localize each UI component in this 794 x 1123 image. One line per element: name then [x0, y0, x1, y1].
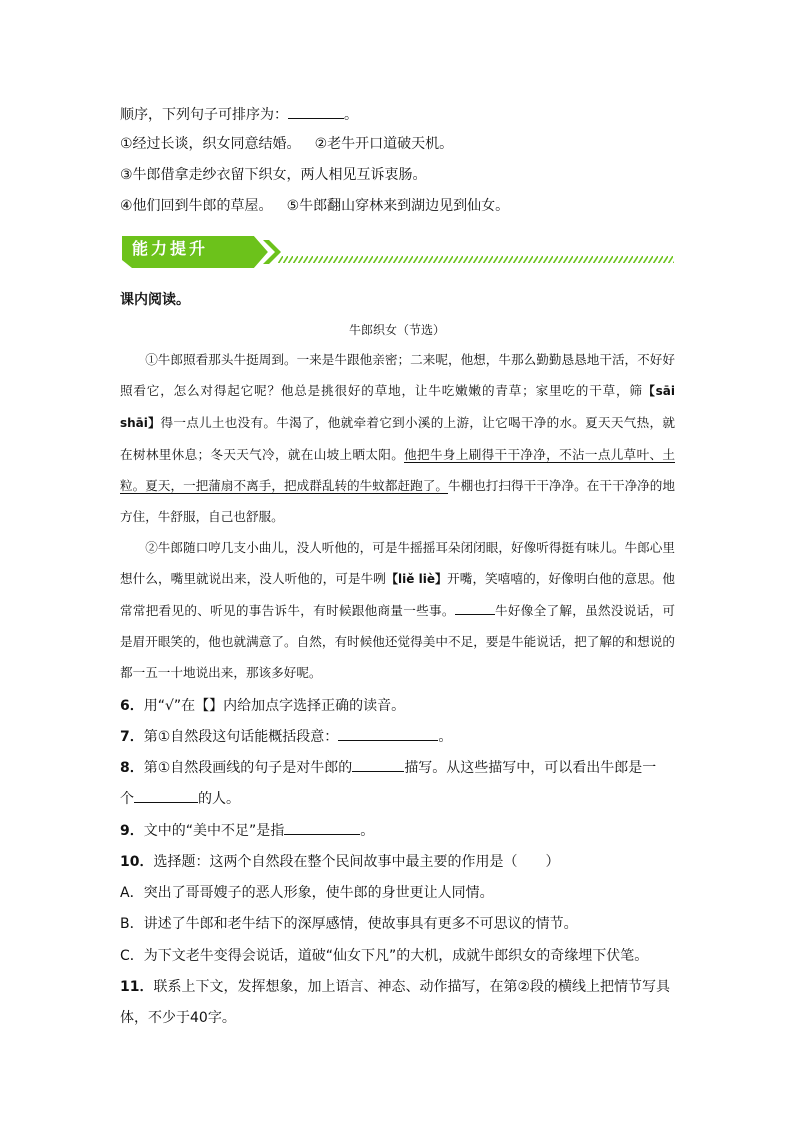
- banner-hatch-line: [278, 256, 674, 263]
- banner-label: 能力提升: [132, 239, 209, 258]
- writing-blank[interactable]: [455, 600, 495, 615]
- question-9: [120, 816, 680, 847]
- paragraph-2-text: ②牛郎随口哼几支小曲儿，没人听他的，可是牛摇摇耳朵闭闭眼，好像听得挺有味儿。牛郎心里想什么，嘴里就说出来，没人听他的，可是牛咧: [120, 540, 675, 586]
- question-9-number: 9．: [120, 823, 144, 839]
- paragraph-2-text-3: 牛好像全了解，虽然没说话，可是眉开眼笑的，他也就满意了。自然，有时候他还觉得美中不足，要是牛能说话，把了解的和想说的都一五一十地说出来，那该多好呢。: [120, 603, 675, 680]
- question-8-text-3: 个: [120, 791, 134, 807]
- pinyin-choice-1[interactable]: 【sāi shāi】: [120, 384, 676, 430]
- intro-item-4: ④他们回到牛郎的草屋。: [120, 198, 273, 214]
- question-10-number: 10．: [120, 854, 154, 870]
- question-7-number: 7．: [120, 729, 144, 745]
- answer-blank[interactable]: [134, 788, 198, 803]
- pinyin-choice-2[interactable]: 【liě liè】: [385, 572, 448, 586]
- intro-text: 顺序，下列句子可排序为：: [120, 107, 288, 123]
- question-6-number: 6．: [120, 698, 144, 714]
- intro-item-3: ③牛郎借拿走纱衣留下织女，两人相见互诉衷肠。: [120, 167, 427, 183]
- intro-period: 。: [344, 107, 358, 123]
- paragraph-1-text-2: 得一点儿土也没有。牛渴了，他就牵着它到小溪的上游，让它喝干净的水。夏天天气热，就在树林里休息；冬天天气冷，就在山坡上晒太阳。: [120, 415, 675, 462]
- intro-line-2: [120, 134, 453, 154]
- paragraph-2-text-2: 开嘴，笑嘻嘻的，好像明白他的意思。他常常把看见的、听见的事告诉牛，有时候跟他商量一些事。: [120, 571, 675, 618]
- question-7-text: 第①自然段这句话能概括段意：: [143, 729, 339, 745]
- intro-line-3: [120, 165, 427, 185]
- question-10-text: 选择题：这两个自然段在整个民间故事中最主要的作用是（ ）: [153, 854, 560, 870]
- question-8-text-2: 描写。从这些描写中，可以看出牛郎是一: [404, 760, 657, 776]
- question-7: [120, 722, 680, 753]
- answer-blank[interactable]: [352, 757, 404, 772]
- passage-paragraph-2: [120, 532, 675, 688]
- question-10: [120, 847, 680, 878]
- question-9-end: 。: [360, 823, 375, 839]
- question-8: [120, 753, 680, 784]
- answer-blank[interactable]: [284, 820, 360, 835]
- question-8-number: 8．: [120, 760, 144, 776]
- question-7-end: 。: [438, 729, 453, 745]
- intro-item-2: ②老牛开口道破天机。: [314, 136, 454, 152]
- question-8-text: 第①自然段画线的句子是对牛郎的: [143, 760, 353, 776]
- passage-paragraph-1: [120, 344, 675, 532]
- question-6-text: 用“√”在【】内给加点字选择正确的读音。: [143, 698, 406, 714]
- paragraph-1-text-3: 牛棚也打扫得干干净净。在干干净净的地方住，牛舒服，自己也舒服。: [120, 478, 676, 524]
- intro-line-4: [120, 196, 509, 216]
- answer-blank[interactable]: [288, 104, 344, 119]
- question-11-text: 联系上下文，发挥想象，加上语言、神态、动作描写，在第②段的横线上把情节写具: [153, 979, 671, 995]
- paragraph-1-text: ①牛郎照看那头牛挺周到。一来是牛跟他亲密；二来呢，他想，牛那么勤勤恳恳地干活，不好好照看它，怎么对得起它呢？他总是挑很好的草地，让牛吃嫩嫩的青草；家里吃的干草，筛: [120, 352, 675, 398]
- question-11: [120, 972, 680, 1003]
- section-label: 课内阅读。: [120, 292, 190, 308]
- question-8-text-4: 的人。: [198, 791, 240, 807]
- underlined-sentence: 他把牛身上刷得干干净净，不沾一点儿草叶、土粒。夏天，一把蒲扇不离手，把成群乱转的牛蚊都赶跑了。: [120, 447, 676, 493]
- intro-item-1: ①经过长谈，织女同意结婚。: [120, 136, 301, 152]
- question-11-number: 11．: [120, 979, 154, 995]
- question-9-text: 文中的“美中不足”是指: [143, 823, 285, 839]
- question-11-continued: 体，不少于40字。: [120, 1010, 236, 1026]
- question-6: [120, 691, 680, 722]
- intro-item-5: ⑤牛郎翻山穿林来到湖边见到仙女。: [286, 198, 510, 214]
- answer-blank[interactable]: [338, 726, 438, 741]
- passage-title: 牛郎织女（节选）: [348, 323, 445, 337]
- option-b[interactable]: B．讲述了牛郎和老牛结下的深厚感情，使故事具有更多不可思议的情节。: [120, 916, 578, 932]
- question-8-continued: [120, 784, 680, 815]
- option-a[interactable]: A．突出了哥哥嫂子的恶人形象，使牛郎的身世更让人同情。: [120, 885, 494, 901]
- section-banner: [118, 232, 678, 272]
- option-c[interactable]: C．为下文老牛变得会说话，道破“仙女下凡”的大机，成就牛郎织女的奇缘埋下伏笔。: [120, 948, 649, 964]
- intro-line-1: [120, 104, 358, 125]
